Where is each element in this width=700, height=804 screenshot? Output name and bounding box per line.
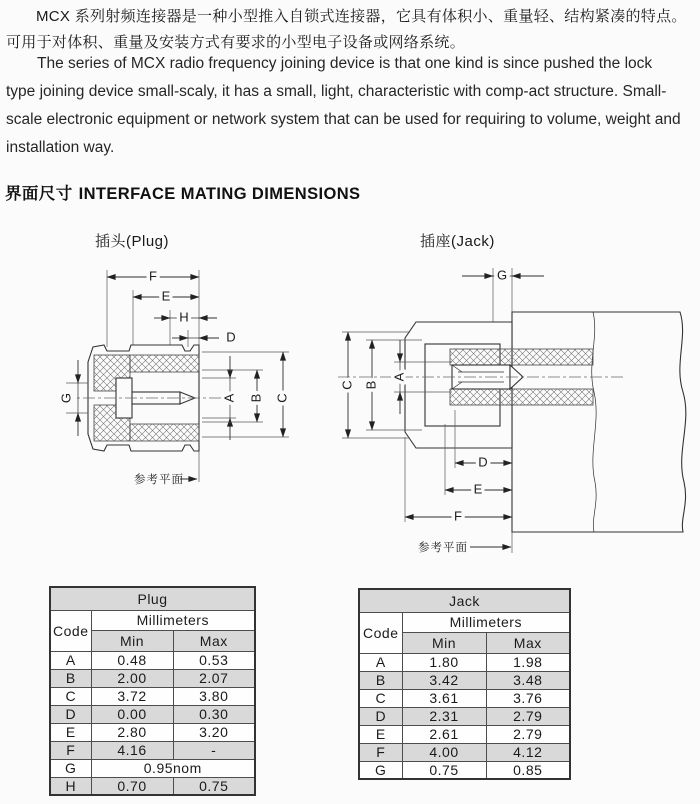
max-cell: 2.79 [486, 707, 570, 725]
jack-panel-block [512, 312, 686, 532]
table-row [359, 671, 570, 689]
code-cell: E [359, 725, 402, 743]
jack-table-unit-header: Millimeters [402, 612, 570, 632]
jack-dim-a-label: A [391, 372, 407, 382]
max-cell: 2.07 [173, 669, 255, 687]
min-cell: 1.80 [402, 653, 486, 671]
table-row [50, 651, 255, 669]
plug-dim-h-label: H [179, 309, 189, 325]
min-cell: 2.61 [402, 725, 486, 743]
plug-dim-e-label: E [161, 288, 171, 304]
jack-dim-c-label: C [339, 380, 355, 390]
code-cell: H [50, 777, 91, 795]
max-cell: 0.75 [173, 777, 255, 795]
table-row [359, 612, 570, 632]
min-cell: 2.00 [91, 669, 173, 687]
table-row [50, 723, 255, 741]
code-cell: F [50, 741, 91, 759]
min-cell: 2.80 [91, 723, 173, 741]
intro-paragraph-en: The series of MCX radio frequency joining device is that one kind is since pushed the lock type joining device small-scaly, it has a small, light, characteristic with comp-act structure. Small-scale electronic equipment or network system that can be used for requiring to volume, weight and installation way. [6, 55, 681, 156]
max-cell: 3.80 [173, 687, 255, 705]
table-row [359, 725, 570, 743]
plug-dim-c-label: C [274, 393, 290, 403]
section-heading-zh: 界面尺寸 [5, 185, 73, 203]
min-cell: 0.00 [91, 705, 173, 723]
max-cell: 3.76 [486, 689, 570, 707]
value-cell: 0.95nom [91, 759, 255, 777]
code-cell: C [359, 689, 402, 707]
code-cell: F [359, 743, 402, 761]
table-row [50, 777, 255, 795]
code-cell: B [50, 669, 91, 687]
code-cell: A [50, 651, 91, 669]
table-row [359, 689, 570, 707]
table-row [50, 610, 255, 630]
min-cell: 4.00 [402, 743, 486, 761]
table-row [50, 587, 255, 610]
plug-dim-a-label: A [221, 393, 237, 403]
jack-figure-title: 插座(Jack) [420, 233, 495, 250]
code-cell: D [359, 707, 402, 725]
jack-dim-d-label: D [478, 454, 488, 470]
table-row [50, 759, 255, 777]
jack-drawing [330, 252, 700, 564]
code-cell: G [50, 759, 91, 777]
table-row [50, 669, 255, 687]
jack-table-code-header: Code [359, 612, 402, 653]
min-cell: 3.42 [402, 671, 486, 689]
min-cell: 3.72 [91, 687, 173, 705]
plug-drawing [30, 252, 320, 497]
max-cell: - [173, 741, 255, 759]
min-cell: 0.75 [402, 761, 486, 779]
max-cell: 3.20 [173, 723, 255, 741]
section-heading [5, 180, 360, 204]
plug-reference-plane-label: 参考平面 [134, 474, 184, 486]
plug-table-unit-header: Millimeters [91, 610, 255, 630]
plug-dim-g-label: G [58, 392, 74, 404]
max-cell: 3.48 [486, 671, 570, 689]
jack-table-min-header: Min [402, 632, 486, 653]
jack-dim-g-label: G [496, 267, 508, 283]
plug-dim-f-label: F [149, 268, 157, 284]
jack-dim-f-label: F [454, 508, 462, 524]
jack-dim-e-label: E [473, 481, 483, 497]
max-cell: 0.85 [486, 761, 570, 779]
plug-figure-title: 插头(Plug) [95, 233, 170, 250]
min-cell: 2.31 [402, 707, 486, 725]
min-cell: 0.48 [91, 651, 173, 669]
section-heading-en: INTERFACE MATING DIMENSIONS [78, 185, 361, 203]
code-cell: E [50, 723, 91, 741]
max-cell: 0.53 [173, 651, 255, 669]
plug-table-max-header: Max [173, 630, 255, 651]
table-row [50, 687, 255, 705]
code-cell: D [50, 705, 91, 723]
plug-table-min-header: Min [91, 630, 173, 651]
jack-reference-plane-label: 参考平面 [418, 542, 468, 554]
jack-insulator-hatch [450, 349, 593, 365]
jack-table-title: Jack [359, 589, 570, 612]
plug-dim-d-label: D [226, 329, 236, 345]
max-cell: 1.98 [486, 653, 570, 671]
code-cell: G [359, 761, 402, 779]
min-cell: 0.70 [91, 777, 173, 795]
jack-table-max-header: Max [486, 632, 570, 653]
code-cell: B [359, 671, 402, 689]
plug-dimensions-table [49, 586, 256, 796]
max-cell: 2.79 [486, 725, 570, 743]
intro-paragraph-zh: MCX 系列射频连接器是一种小型推入自锁式连接器，它具有体积小、重量轻、结构紧凑的特点。可用于对体积、重量及安装方式有要求的小型电子设备或网络系统。 [6, 8, 687, 51]
plug-table-title: Plug [50, 587, 255, 610]
min-cell: 4.16 [91, 741, 173, 759]
code-cell: C [50, 687, 91, 705]
table-row [50, 741, 255, 759]
table-row [359, 653, 570, 671]
plug-table-code-header: Code [50, 610, 91, 651]
code-cell: A [359, 653, 402, 671]
plug-dim-b-label: B [248, 393, 264, 403]
table-row [359, 761, 570, 779]
min-cell: 3.61 [402, 689, 486, 707]
table-row [359, 707, 570, 725]
max-cell: 0.30 [173, 705, 255, 723]
max-cell: 4.12 [486, 743, 570, 761]
table-row [359, 589, 570, 612]
jack-dim-b-label: B [363, 380, 379, 390]
table-row [359, 743, 570, 761]
table-row [50, 705, 255, 723]
jack-dimensions-table [358, 588, 571, 780]
